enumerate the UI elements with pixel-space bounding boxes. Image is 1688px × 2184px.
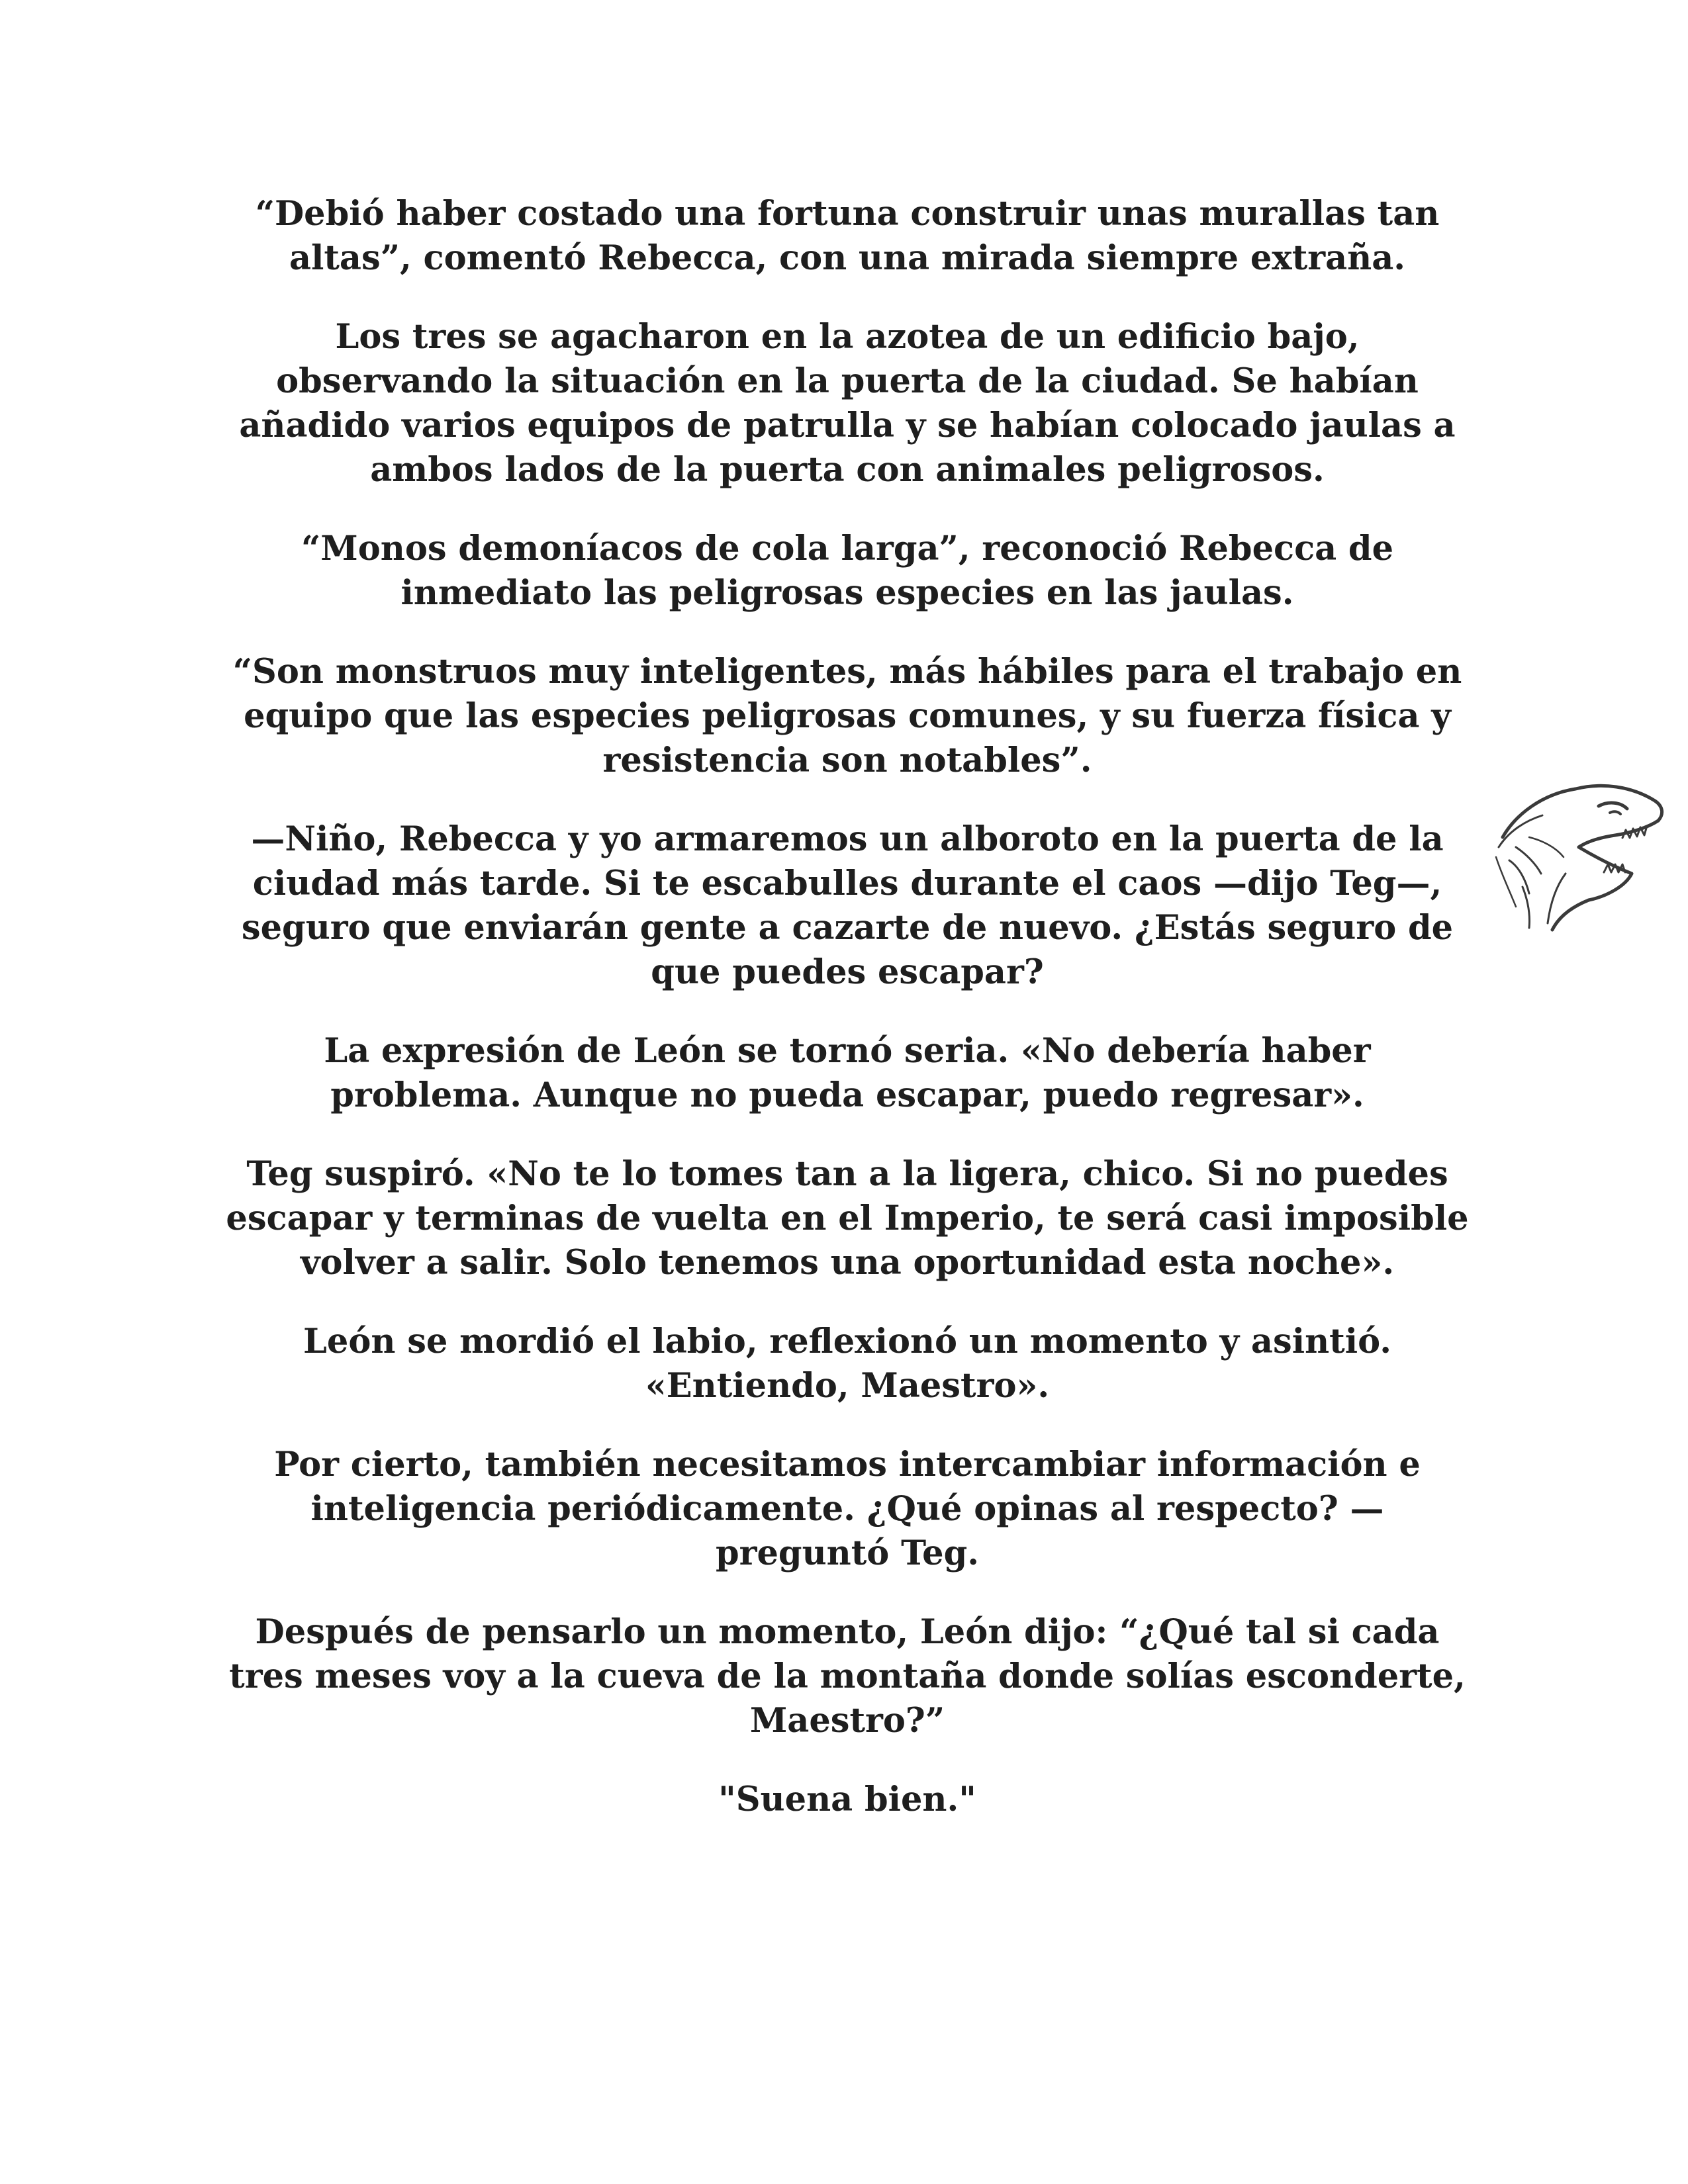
paragraph-9: Por cierto, también necesitamos intercambiar información e inteligencia periódicamente. ¿Qué opinas al respecto? —preguntó Teg.: [274, 1445, 1421, 1573]
paragraph-7: Teg suspiró. «No te lo tomes tan a la ligera, chico. Si no puedes escapar y terminas de vuelta en el Imperio, te será casi imposible volver a salir. Solo tenemos una oportunidad esta noche».: [226, 1154, 1469, 1283]
paragraph-10: Después de pensarlo un momento, León dijo: “¿Qué tal si cada tres meses voy a la cueva de la montaña donde solías esconderte, Maestro?”: [229, 1612, 1466, 1741]
paragraph-6: La expresión de León se tornó seria. «No debería haber problema. Aunque no pueda escapar, puedo regresar».: [324, 1031, 1371, 1115]
body-text: [225, 192, 1470, 1822]
paragraph-11: "Suena bien.": [718, 1780, 976, 1819]
paragraph-5: —Niño, Rebecca y yo armaremos un alboroto en la puerta de la ciudad más tarde. Si te escabulles durante el caos —dijo Teg—, seguro que enviarán gente a cazarte de nuevo. ¿Estás seguro de que puedes escapar?: [241, 819, 1454, 992]
dinosaur-head-icon: [1489, 774, 1668, 933]
paragraph-8: León se mordió el labio, reflexionó un momento y asintió. «Entiendo, Maestro».: [303, 1322, 1391, 1406]
paragraph-3: “Monos demoníacos de cola larga”, reconoció Rebecca de inmediato las peligrosas especies en las jaulas.: [301, 529, 1394, 613]
paragraph-4: “Son monstruos muy inteligentes, más hábiles para el trabajo en equipo que las especies peligrosas comunes, y su fuerza física y resistencia son notables”.: [232, 652, 1462, 780]
paragraph-1: “Debió haber costado una fortuna construir unas murallas tan altas”, comentó Rebecca, con una mirada siempre extraña.: [255, 194, 1440, 278]
paragraph-2: Los tres se agacharon en la azotea de un edificio bajo, observando la situación en la puerta de la ciudad. Se habían añadido varios equipos de patrulla y se habían colocado jaulas a ambos lados de la puerta con animales peligrosos.: [239, 317, 1456, 490]
